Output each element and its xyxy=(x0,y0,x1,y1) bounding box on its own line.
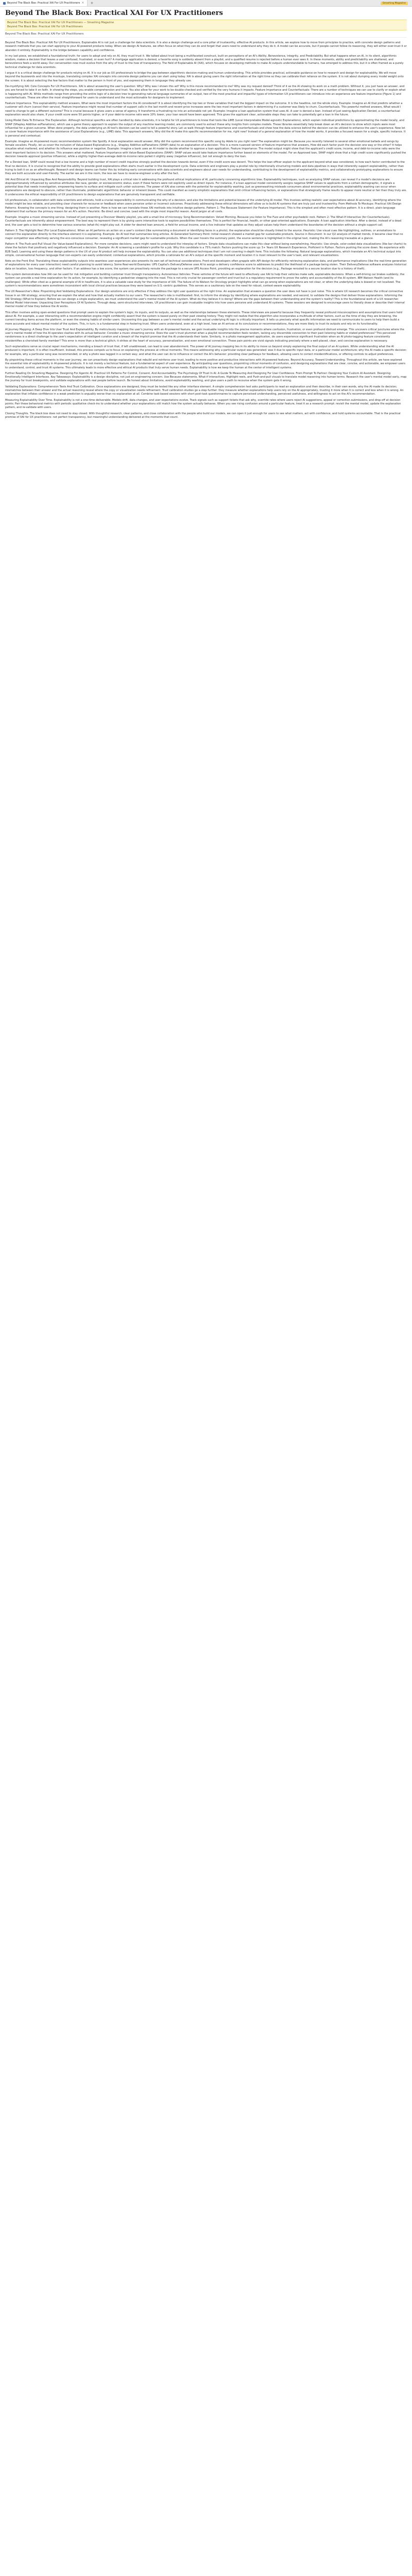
article-paragraph: Beyond The Black Box: Practical XAI For UX Practitioners. Explainable AI is not just a challenge for data scientists. It is also a design challenge and a core pillar of trustworthy, effective AI products. In this article, we explore how to move from principles to practice, with concrete design patterns and research methods that you can start applying to your AI-powered products today. When we design AI features, we often focus on what they can do and forget that users need to understand why they do it. A model can be accurate, but if people cannot follow its reasoning, they will either over-trust it or abandon it entirely. Explainability is the bridge between capability and confidence. xyxy=(5,41,407,52)
article-body xyxy=(5,41,407,419)
article-subtitle: Beyond The Black Box: Practical XAI For UX Practitioners xyxy=(5,32,407,38)
article-paragraph: Measuring Explainability Over Time. Explainability is not a one-time deliverable. Models drift, data changes, and user expectations evolve. Track signals such as support tickets that ask why, override rates where users reject AI suggestions, appeal or correction submissions, and drop-off at decision points. Pair these behavioral metrics with periodic qualitative check-ins to understand whether your explanations still match how the system actually behaves. When you see rising confusion around a particular feature, treat it as a research prompt: revisit the mental model, update the explanation pattern, and re-validate with users. xyxy=(5,398,401,410)
tab-title: Beyond The Black Box: Practical XAI For UX Practitioners xyxy=(7,2,80,5)
article-paragraph: UX professionals, in collaboration with data scientists and ethicists, hold a crucial responsibility in communicating the why of a decision, and also the limitations and potential biases of the underlying AI model. This involves setting realistic user expectations about AI accuracy, identifying where the model might be less reliable, and providing clear channels for recourse or feedback when users perceive unfair or incorrect outcomes. Proactively addressing these ethical dimensions will allow us to build AI systems that are truly just and trustworthy. From Methods To Mockups: Practical XAI Design Patterns. Knowing the concepts is one thing; designing them is another. Here is how we can translate these XAI methods into intuitive design patterns. Pattern 1: The Because Statement (for Feature Importance). This is the simplest and often most effective pattern. It is a direct, plain-language statement that surfaces the primary reason for an AI's action. Heuristic: Be direct and concise. Lead with the single most impactful reason. Avoid jargon at all costs. xyxy=(5,198,402,213)
article-paragraph: In my last piece, we established a foundational truth: for users to adopt and rely on AI, they must trust it. We talked about trust being a multifaceted construct, built on perceptions of an AI's Ability, Benevolence, Integrity, and Predictability. But what happens when an AI, in its silent, algorithmic wisdom, makes a decision that leaves a user confused, frustrated, or even hurt? A mortgage application is denied, a favorite song is suddenly absent from a playlist, and a qualified resume is rejected before a human ever sees it. In these moments, ability and predictability are shattered, and benevolence feels a world away. Our conversation now must evolve from the why of trust to the how of transparency. The field of Explainable AI (XAI), which focuses on developing methods to make AI outputs understandable to humans, has emerged to address this, but it is often framed as a purely technical challenge for data scientists. xyxy=(5,54,404,69)
article-paragraph: AI Journey Mapping: A Deep Dive Into User Trust And Explainability. By meticulously mapping the user's journey with an AI-powered feature, we gain invaluable insights into the precise moments where confusion, frustration, or even profound distrust emerge. This uncovers critical junctures where the user's mental model of how the AI operates clashes with its actual behavior. Consider a music streaming service: Does the user's trust plummet when a playlist recommendation feels random, lacking any discernible connection to their past listening habits or stated preferences? This perceived randomness is a direct challenge to the user's expectation of intelligent curation and a breach of the implicit promise that the AI understands their taste. Similarly, in a photo management application, do users experience significant frustration when an AI photo-tagging feature consistently misidentifies a cherished family member? This error is more than a technical glitch; it strikes at the heart of accuracy, personalization, and even emotional connection. These pain points are vivid signals indicating precisely where a well-placed, clear, and concise explanation is necessary. xyxy=(5,328,404,343)
article-paragraph: Feature Importance. This explainability method answers, What were the most important factors the AI considered? It is about identifying the top two or three variables that had the biggest impact on the outcome. It is the headline, not the whole story. Example: Imagine an AI that predicts whether a customer will churn (cancel their service). Feature importance might reveal that number of support calls in the last month and recent price increases were the two most important factors in determining if a customer was likely to churn. Counterfactuals. This powerful method answers, What would I need to change to get a different outcome? This is crucial because it gives users a sense of agency. It transforms a frustrating no into an actionable not yet. Example: Imagine a loan application system that uses AI. A user is denied a loan. Instead of just seeing Application Denied, a counterfactual explanation would also share, If your credit score were 50 points higher, or if your debt-to-income ratio were 10% lower, your loan would have been approved. This gives the applicant clear, actionable steps they can take to potentially get a loan in the future. xyxy=(5,102,403,117)
caption-block xyxy=(5,20,407,30)
browser-tab-active[interactable] xyxy=(0,0,88,6)
caption-line: Beyond The Black Box: Practical XAI For UX Practitioners xyxy=(7,25,83,28)
article-page xyxy=(0,7,412,427)
article-paragraph: Further Reading On Smashing Magazine. Designing For Agentic AI: Practical UX Patterns For Control, Consent, And Accountability. The Psychology Of Trust In AI: A Guide To Measuring And Designing For User Confidence. From Prompt To Partner: Designing Your Custom AI Assistant. Designing Emotionally Intelligent Interfaces. Key Takeaways: Explainability is a design discipline, not just an engineering concern. Use Because statements, What-if interactives, Highlight reels, and Push-and-pull visuals to translate model reasoning into human terms. Research the user's mental model early, map the journey for trust breakpoints, and validate explanations with real people before launch. Be honest about limitations, avoid explainability washing, and give users a path to recourse when the system gets it wrong. xyxy=(5,371,407,383)
page-title: Beyond The Black Box: Practical XAI For UX Practitioners xyxy=(5,9,223,17)
article-paragraph: This system demonstrates how XAI can be used for risk mitigation and building customer trust through transparency. Autonomous Vehicles: These vehicles of the future will need to effectively use XAI to help their vehicles make safe, explainable decisions. When a self-driving car brakes suddenly, the system can provide a real-time explanation for its action, for example, by identifying a pedestrian stepping into the road. This is not only crucial for passenger comfort and trust but is a regulatory requirement to prove the safety and accountability of the AI system. IBM Watson Health (and its challenges): While often cited as a general example of AI in healthcare, it is also a valuable case study for the importance of XAI. The failure of its Watson for Oncology project highlights what can go wrong when explanations are not clear, or when the underlying data is biased or not localized. The system's recommendations were sometimes inconsistent with local clinical practices because they were based on U.S.-centric guidelines. This serves as a cautionary tale on the need for robust, context-aware explainability. xyxy=(5,273,405,287)
favicon-icon xyxy=(3,2,6,5)
article-paragraph: Example: Imagine a music streaming service. Instead of just presenting a Discover Weekly playlist, you add a small line of microcopy. Song Recommendation: Velvet Morning. Because you listen to The Fuzz and other psychedelic rock. Pattern 2: The What-If Interactive (for Counterfactuals). Counterfactuals are inherently about empowerment. The best way to represent them is by giving users interactive tools to explore possibilities themselves. This is perfect for financial, health, or other goal-oriented applications. Example: A loan application interface. After a denial, instead of a dead end, the user gets a tool to determine how various scenarios (what-ifs) might play out. A slider for desired loan amount, a field for annual income, and a live indicator that updates as they adjust values help them understand the boundaries of the decision without a single support call. xyxy=(5,216,402,227)
close-icon[interactable]: × xyxy=(81,1,84,5)
article-paragraph: Validating Explanations: Comprehension Tests And Trust Calibration. Once explanations are designed, they must be tested like any other interface element. A simple comprehension test asks participants to read an explanation and then describe, in their own words, why the AI made its decision; mismatches between their answer and the actual reasoning reveal where the copy or visualization needs refinement. Trust calibration studies go a step further: they measure whether explanations help users rely on the AI appropriately, trusting it more when it is correct and less when it is wrong. An explanation that inflates confidence in a weak prediction is arguably worse than no explanation at all. Combine task-based sessions with short post-task questionnaires to capture perceived understanding, perceived usefulness, and willingness to act on the AI's recommendation. xyxy=(5,385,404,396)
new-tab-button[interactable]: + xyxy=(90,1,94,5)
article-paragraph: Closing Thoughts. The black box does not need to stay closed. With thoughtful research, clear patterns, and close collaboration with the people who build our models, we can open it just enough for users to see what matters, act with confidence, and hold systems accountable. That is the practical promise of XAI for UX practitioners: not perfect transparency, but meaningful understanding delivered at the moments that count. xyxy=(5,412,401,419)
article-paragraph: This often involves asking open-ended questions that prompt users to explain the system's logic, its inputs, and its outputs, as well as the relationships between these elements. These interviews are powerful because they frequently reveal profound misconceptions and assumptions that users hold about AI. For example, a user interacting with a recommendation engine might confidently assert that the system is based purely on their past viewing history. They might not realize that the algorithm also incorporates a multitude of other factors, such as the time of day they are browsing, the current trending items across the platform, or even the viewing habits of similar users. Uncovering this gap between a user's mental model and the actual underlying AI logic is critically important. It tells us precisely what specific information we need to communicate to users to help them build a more accurate and robust mental model of the system. This, in turn, is a fundamental step in fostering trust. When users understand, even at a high level, how an AI arrives at its conclusions or recommendations, they are more likely to trust its outputs and rely on its functionality. xyxy=(5,311,402,326)
article-paragraph: De-mystifying XAI: Core Concepts For UX Practitioners. XAI is about answering the user's question: Why? Why was I shown this ad? Why is this movie recommended to me? Why was my request denied? Think of it as the AI showing its work on a math problem. Without it, you just have an answer, and you are forced to take it on faith. In showing the steps, you enable comprehension and trust. You also allow for your work to be double-checked and verified by the very humans it impacts. Feature Importance and Counterfactuals: There are a number of techniques we can use to clarify or explain what is happening with AI. While methods range from providing the entire logic of a decision tree to generating natural language summaries of an output, two of the most practical and impactful types of information UX practitioners can introduce into an experience are feature importance (Figure 1) and counterfactuals. These are often the most straightforward for users to understand and the most actionable for designers to implement. xyxy=(5,84,406,99)
caption-line: Beyond The Black Box: Practical XAI For UX Practitioners — Smashing Magazine xyxy=(7,21,114,24)
article-paragraph: By pinpointing these critical moments in the user journey, we can proactively design explanations that rebuild and reinforce user trust, leading to more positive and productive interactions with AI-powered features. Beyond Accuracy, Toward Understanding. Throughout this article, we have explored the essential role of explainability in AI-powered products. It is not merely a technical feature, but a fundamental aspect of user experience. By anticipating user questions, pinpointing critical moments of confusion, and designing explanations that are clear, concise, and actionable, we empower users to understand, control, and trust AI systems. This ultimately leads to more effective and ethical AI products that truly serve human needs. Explainability is how we keep the human at the center of intelligent systems. xyxy=(5,358,406,369)
browser-tab-strip xyxy=(0,0,412,7)
site-indicator-badge: Smashing Magazine xyxy=(381,2,408,5)
tab-strip-spacer xyxy=(96,0,381,6)
article-paragraph: The UX Researcher's Role: Pinpointing And Validating Explanations. Our design solutions are only effective if they address the right user questions at the right time. An explanation that answers a question the user does not have is just noise. This is where UX research becomes the critical connective tissue in an XAI strategy, ensuring that we explain the what and how that actually matters to our users. The researcher's role is multifaceted: first, to inform the strategy by identifying where explanations are needed, and second, to validate the designs that deliver those explanations. Informing the XAI Strategy (What to Explain): Before we can design a single explanation, we must understand the user's mental model of the AI system. What do they believe it is doing? Where are the gaps between their understanding and the system's reality? This is the foundational work of a UX researcher. Mental Model Interviews: Unpacking User Perceptions Of AI Systems. Through deep, semi-structured interviews, UX practitioners can gain invaluable insights into how users perceive and understand AI systems. These sessions are designed to encourage users to literally draw or describe their internal mental model of how they believe the AI works. xyxy=(5,290,405,309)
article-paragraph: Example: Imagine an AI-powered music recommendation system like Spotify. A local explanation would answer, Why did the system recommend this specific song by Adele to you right now? The explanation might be: Because you recently listened to several other emotional ballads and songs by female vocalists. Finally, let us cover the inclusion of Value-based Explanations (e.g., Shapley Additive exPlanations (SHAP) data) to an explanation of a decision: This is a more nuanced version of feature importance that answers, How did each factor push the decision one way or the other? It helps visualize what mattered, and whether its influence was positive or negative. Example: Imagine a bank uses an AI model to decide whether to approve a loan application. Feature Importance: The model output might show that the applicant's credit score, income, and debt-to-income ratio were the most important factors in its decision. This answers what mattered. Feature Importance with Value-Based Explanations (SHAP): SHAP values would take feature importance further based on elements of the model. For an Approved loan, SHAP might show that a high credit score significantly pushed the decision towards approval (positive influence), while a slightly higher-than-average debt-to-income ratio pulled it slightly away (negative influence), but not enough to deny the loan. xyxy=(5,140,406,159)
article-paragraph: Pattern 3: The Highlight Reel (For Local Explanations). When an AI performs an action on a user's content (like summarizing a document or identifying faces in a photo), the explanation should be visually linked to the source. Heuristic: Use visual cues like highlighting, outlines, or annotations to connect the explanation directly to the interface element it is explaining. Example: An AI tool that summarizes long articles. AI-Generated Summary Point: Initial research showed a market gap for sustainable products. Source in Document: In our Q2 analysis of market trends, it became clear that no major competitor was effectively serving the eco-conscious consumer, revealing a significant market gap for sustainable products. When the user hovers the summary point, the source sentence is highlighted in the original text, making the AI's reasoning traceable at a glance. xyxy=(5,229,403,240)
article-paragraph: XAI And Ethical AI: Unpacking Bias And Responsibility. Beyond building trust, XAI plays a critical role in addressing the profound ethical implications of AI, particularly concerning algorithmic bias. Explainability techniques, such as analyzing SHAP values, can reveal if a model's decisions are disproportionately influenced by sensitive attributes like race, gender, or socioeconomic status, even if these factors were not explicitly used as direct inputs. For instance, if a loan approval model consistently assigns negative SHAP values to applicants from a certain demographic, it signals a potential bias that needs investigation, empowering teams to surface and mitigate such unfair outcomes. The power of XAI also comes with the potential for explainability washing. Just as greenwashing misleads consumers about environmental practices, explainability washing can occur when explanations are designed to obscure, rather than illuminate, problematic algorithmic behavior or inherent biases. This could manifest as overly simplistic explanations that omit critical influencing factors, or explanations that strategically frame results to appear more neutral or fair than they truly are. It underscores the ethical responsibility of UX practitioners to design explanations that are genuinely transparent and verifiable. xyxy=(5,178,407,196)
article-paragraph: I argue it is a critical design challenge for products relying on AI. It is our job as UX professionals to bridge the gap between algorithmic decision-making and human understanding. This article provides practical, actionable guidance on how to research and design for explainability. We will move beyond the buzzwords and into the mockups, translating complex XAI concepts into concrete design patterns you can start using today. XAI is about giving users the right information at the right time so they can calibrate their reliance on the system. It is not about dumping every model weight onto the screen; it is about selecting the few factors that matter to the person in front of you, and expressing them in language they already use. xyxy=(5,72,404,82)
article-paragraph: Using Model Data To Enhance The Explanation. Although technical specifics are often handled by data scientists, it is helpful for UX practitioners to know that tools like LIME (Local Interpretable Model-agnostic Explanations), which explain individual predictions by approximating the model locally, and SHAP (SHapley Additive exPlanations), which use a game theory approach to explain the output of any machine learning model, are commonly used to extract these why insights from complex models. These libraries essentially help break down an AI's decision to show which inputs were most influential for a given outcome. When done properly, the data underlying an AI tool's decision can be used to tell a powerful story. Let us walk through feature importance and counterfactuals and show how the data science behind the decision can be utilized to enhance the user's experience. Now let us cover feature importance with the assistance of Local Explanations (e.g., LIME) data: This approach answers, Why did the AI make this specific recommendation for me, right now? Instead of a general explanation of how the model works, it provides a focused reason for a single, specific instance. It is personal and contextual. xyxy=(5,119,406,138)
article-paragraph: Such explanations serve as crucial repair mechanisms, mending a breach of trust that, if left unaddressed, can lead to user abandonment. The power of AI journey mapping lies in its ability to move us beyond simply explaining the final output of an AI system. While understanding what the AI produced is important, it is often insufficient. Instead, this process compels us to focus on explaining the process at critical moments. This means addressing why a particular output was generated: was it due to specific input data, or a particular model architecture; why the AI made a specific decision: for example, why a particular song was recommended, or why a photo was tagged in a certain way; and what the user can do to influence or correct the AI's behavior: providing clear pathways for feedback, allowing users to correct misidentifications, or offering controls to adjust preferences. xyxy=(5,345,407,356)
article-paragraph: For a Denied loan, SHAP could reveal that a low income and a high number of recent credit inquiries strongly pushed the decision towards denial, even if the credit score was decent. This helps the loan officer explain to the applicant beyond what was considered, to how each factor contributed to the final no decision. It is crucial to recognize that the ability to provide good explanations often starts much earlier in the development cycle. Data scientists and engineers play a pivotal role by intentionally structuring models and data pipelines in ways that inherently support explainability, rather than trying to bolt it on as an afterthought. Research and design teams can foster this by initiating early conversations with data scientists and engineers about user needs for understanding, contributing to the development of explainability metrics, and collaboratively prototyping explanations to ensure they are both accurate and user-friendly. The earlier we are in the room, the less we have to reverse-engineer a why after the fact. xyxy=(5,161,405,176)
article-paragraph: Pattern 4: The Push-and-Pull Visual (for Value-based Explanations). For more complex decisions, users might need to understand the interplay of factors. Simple data visualizations can make this clear without being overwhelming. Heuristic: Use simple, color-coded data visualizations (like bar charts) to show the factors that positively and negatively influenced a decision. Example: An AI screening a candidate's profile for a job. Why this candidate is a 75% match: Factors pushing the score up: 5+ Years UX Research Experience, Proficient in Python. Factors pushing the score down: No experience with B2B SaaS. Learning and using these design patterns in the UX of your AI product will help increase the explainability. You can also use additional techniques that I am not covering in-depth here. This includes the following: Natural language explanations, which translate an AI's technical output into simple, conversational human language that non-experts can easily understand; contextual explanations, which provide a rationale for an AI's output at the specific moment and location it is most relevant to the user's task; and relevant visualizations. xyxy=(5,242,406,257)
article-paragraph: Note on the Front End: Translating these explainability outputs into seamless user experiences also presents its own set of technical considerations. Front-end developers often grapple with API design for efficiently retrieving explanation data, and performance implications (like the real-time generation of explanations for every user interaction) need careful planning to avoid latency. Some Real-world Examples: UPS Capital's DeliveryDefense uses AI to assign a delivery confidence score to addresses to predict the likelihood of a package being stolen. Their DeliveryDefense software analyzes historical data on location, loss frequency, and other factors. If an address has a low score, the system can proactively reroute the package to a secure UPS Access Point, providing an explanation for the decision (e.g., Package rerouted to a secure location due to a history of theft). xyxy=(5,260,407,270)
page-footer-space xyxy=(5,421,407,427)
